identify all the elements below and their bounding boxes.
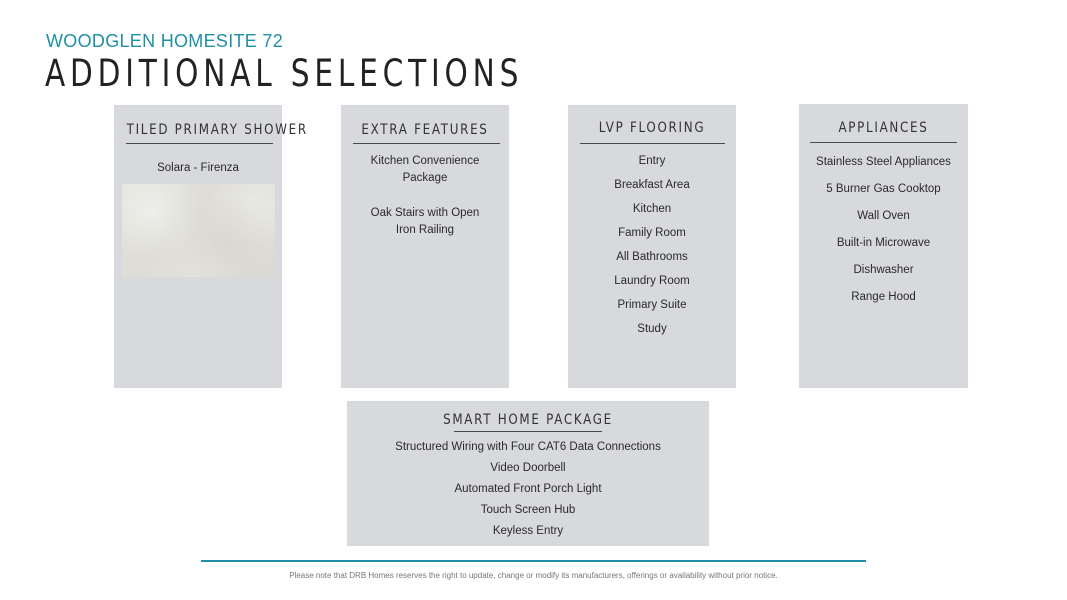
list-item: Automated Front Porch Light: [454, 483, 602, 495]
list-item: Stainless Steel Appliances: [816, 156, 951, 168]
card-title: SMART HOME PACKAGE: [443, 412, 613, 428]
card-lvp-flooring: [568, 105, 736, 388]
list-item: Oak Stairs with Open Iron Railing: [370, 207, 480, 236]
list-item: Study: [637, 323, 667, 335]
list-item: Keyless Entry: [492, 525, 564, 537]
card-title-divider: [810, 142, 957, 143]
list-item: Wall Oven: [857, 210, 910, 222]
card-tiled-primary-shower: [114, 105, 308, 388]
card-extra-features: [341, 105, 509, 388]
card-title-divider: [454, 431, 602, 432]
card-smart-home-package: [347, 401, 709, 546]
list-item: Kitchen: [632, 203, 672, 215]
card-title: TILED PRIMARY SHOWER: [126, 122, 308, 138]
card-title: APPLIANCES: [838, 120, 929, 136]
tile-swatch-image: [122, 184, 275, 277]
list-item: All Bathrooms: [616, 251, 688, 263]
card-appliances: [799, 104, 968, 388]
card-title-divider: [126, 143, 273, 144]
list-item: Kitchen Convenience Package: [370, 155, 480, 184]
list-item: Dishwasher: [853, 264, 914, 276]
list-item: Family Room: [618, 227, 686, 239]
card-title-divider: [580, 143, 725, 144]
list-item: Range Hood: [851, 291, 916, 303]
list-item: Entry: [638, 155, 666, 167]
list-item: Video Doorbell: [490, 462, 566, 474]
card-title: EXTRA FEATURES: [361, 122, 489, 138]
list-item: Touch Screen Hub: [480, 504, 576, 516]
list-item: Primary Suite: [617, 299, 687, 311]
list-item: 5 Burner Gas Cooktop: [826, 183, 941, 195]
list-item: Solara - Firenza: [157, 162, 239, 174]
footer-disclaimer: Please note that DRB Homes reserves the right to update, change or modify its manufacturers, offerings or availability without prior notice.: [289, 571, 778, 580]
list-item: Breakfast Area: [614, 179, 690, 191]
homesite-subtitle: WOODGLEN HOMESITE 72: [46, 31, 284, 51]
list-item: Structured Wiring with Four CAT6 Data Connections: [395, 441, 661, 453]
card-title: LVP FLOORING: [598, 120, 706, 136]
page-title: ADDITIONAL SELECTIONS: [45, 52, 524, 95]
list-item: Laundry Room: [614, 275, 690, 287]
footer-divider: [201, 560, 866, 562]
list-item: Built-in Microwave: [836, 237, 931, 249]
card-title-divider: [353, 143, 500, 144]
